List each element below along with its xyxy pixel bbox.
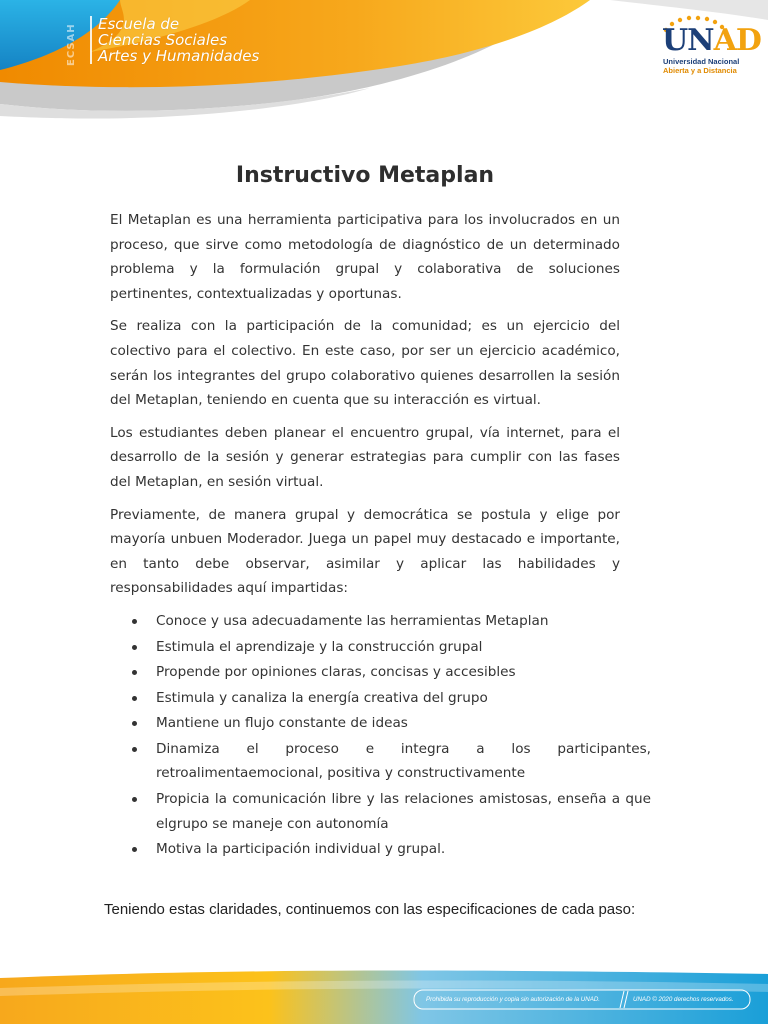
list-item: [110, 711, 651, 736]
school-name-line-2: Ciencias Sociales: [98, 31, 228, 49]
paragraph-2: Se realiza con la participación de la comunidad; es un ejercicio del colectivo para el colectivo. En este caso, por ser un ejercicio académico, serán los integrantes del grupo colaborativo quienes desarrollen la sesión del Metaplan, teniendo en cuenta que su interacción es virtual.: [110, 318, 620, 409]
list-item-text: Conoce y usa adecuadamente las herramientas Metaplan: [156, 612, 549, 629]
paragraph-3: Los estudiantes deben planear el encuentro grupal, vía internet, para el desarrollo de la sesión y generar estrategias para cumplir con las fases del Metaplan, en sesión virtual.: [110, 424, 620, 490]
bullet-icon: [132, 721, 137, 726]
bullet-icon: [132, 797, 137, 802]
bullet-icon: [132, 670, 137, 675]
list-item-text: Propicia la comunicación libre y las relaciones amistosas, enseña a que elgrupo se maneje con autonomía: [156, 791, 651, 832]
moderator-skills-list: [110, 609, 651, 862]
bullet-icon: [132, 696, 137, 701]
logo-wordmark-ad: AD: [713, 23, 761, 58]
paragraph-1: El Metaplan es una herramienta participativa para los involucrados en un proceso, que sirve como metodología de diagnóstico de un determinado problema y la formulación grupal y colaborativa de soluciones pertinentes, contextualizadas y oportunas.: [110, 212, 620, 302]
logo-wordmark: [662, 24, 761, 58]
list-item: [110, 837, 651, 862]
list-item-text: Estimula y canaliza la energía creativa del grupo: [156, 689, 488, 706]
school-name-line-3: Artes y Humanidades: [98, 47, 260, 65]
list-item-text: Estimula el aprendizaje y la construcción grupal: [156, 638, 483, 655]
closing-sentence: Teniendo estas claridades, continuemos con las especificaciones de cada paso:: [104, 901, 636, 918]
ecsah-tag: ECSAH: [66, 23, 77, 66]
rights-notice: UNAD © 2020 derechos reservados.: [633, 996, 734, 1003]
bullet-icon: [132, 747, 137, 752]
list-item-text: Mantiene un flujo constante de ideas: [156, 715, 408, 732]
copyright-notice: Prohibida su reproducción y copia sin autorización de la UNAD.: [426, 996, 601, 1003]
document-title: Instructivo Metaplan: [235, 163, 495, 188]
bullet-icon: [132, 645, 137, 650]
list-item: [110, 660, 651, 685]
document-body: [110, 208, 651, 863]
bullet-icon: [132, 619, 137, 624]
page-header: [0, 0, 768, 140]
list-item-text: Dinamiza el proceso e integra a los participantes, retroalimentaemocional, positiva y constructivamente: [156, 740, 651, 782]
list-item-text: Motiva la participación individual y grupal.: [156, 841, 446, 858]
bullet-icon: [132, 847, 137, 852]
list-item: [110, 737, 651, 786]
school-name-line-1: Escuela de: [98, 15, 180, 33]
list-item-text: Propende por opiniones claras, concisas y accesibles: [156, 664, 516, 681]
list-item: [110, 635, 651, 660]
logo-subtitle-line-1: Universidad Nacional: [663, 57, 740, 66]
list-item: [110, 609, 651, 634]
list-item: [110, 787, 651, 836]
logo-subtitle-line-2: Abierta y a Distancia: [663, 66, 737, 75]
logo-wordmark-un: UN: [662, 23, 714, 58]
paragraph-4: Previamente, de manera grupal y democrática se postula y elige por mayoría unbuen Moderador. Juega un papel muy destacado e importante, en tanto debe observar, asimilar y aplicar las habilidades y responsabilidades aquí impartidas:: [110, 506, 620, 597]
unad-logo: [656, 14, 761, 84]
school-name: [90, 16, 259, 64]
list-item: [110, 686, 651, 711]
